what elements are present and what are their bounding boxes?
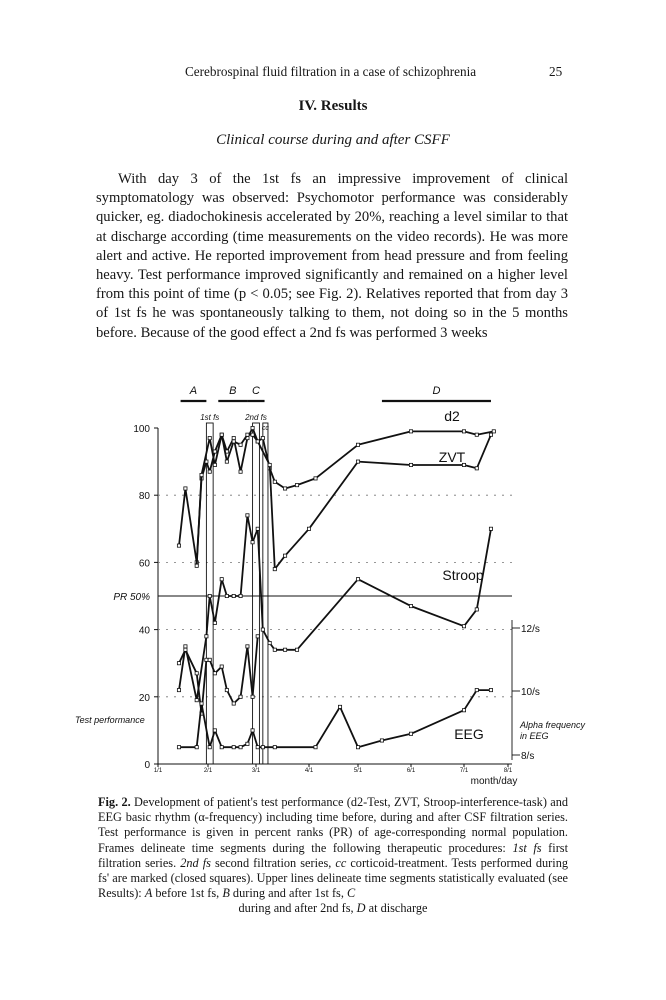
data-marker	[251, 541, 254, 544]
frame-label: 2nd fs	[245, 413, 267, 422]
right-axis-title: Alpha frequency	[520, 720, 586, 730]
data-marker	[213, 450, 216, 453]
y-tick-label: 0	[144, 760, 150, 771]
data-marker	[232, 594, 235, 597]
therapy-frame	[253, 423, 260, 764]
series-label-eeg: EEG	[454, 726, 484, 742]
data-marker	[380, 739, 383, 742]
data-marker	[462, 625, 465, 628]
data-marker	[184, 487, 187, 490]
series-label-d2: d2	[444, 408, 460, 424]
data-marker	[213, 729, 216, 732]
data-marker	[261, 628, 264, 631]
therapy-frame	[263, 423, 268, 764]
data-marker	[232, 746, 235, 749]
data-marker	[220, 665, 223, 668]
x-tick-label: 6/1	[406, 768, 416, 774]
data-marker	[220, 578, 223, 581]
data-marker	[273, 648, 276, 651]
data-marker	[225, 594, 228, 597]
data-marker	[256, 746, 259, 749]
data-marker	[239, 695, 242, 698]
data-marker	[356, 746, 359, 749]
x-tick-label: 3/1	[251, 768, 261, 774]
data-marker	[261, 436, 264, 439]
data-marker	[239, 470, 242, 473]
data-marker	[283, 648, 286, 651]
data-marker	[295, 484, 298, 487]
y-tick-label: 60	[138, 558, 150, 570]
data-marker	[239, 594, 242, 597]
data-marker	[213, 463, 216, 466]
running-head: Cerebrospinal fluid filtration in a case of schizophrenia	[185, 64, 477, 79]
x-tick-label: 5/1	[353, 768, 363, 774]
data-marker	[208, 594, 211, 597]
series-line	[179, 690, 491, 747]
right-tick-label: 10/s	[521, 687, 540, 698]
data-marker	[205, 635, 208, 638]
data-marker	[200, 702, 203, 705]
y-tick-label: 40	[138, 625, 150, 637]
data-marker	[409, 430, 412, 433]
data-marker	[489, 433, 492, 436]
data-marker	[307, 527, 310, 530]
right-axis-subtitle: in EEG	[520, 731, 549, 741]
data-marker	[208, 436, 211, 439]
y-tick-label: 100	[133, 424, 150, 435]
data-marker	[489, 688, 492, 691]
data-marker	[256, 440, 259, 443]
data-marker	[273, 568, 276, 571]
series-label-stroop: Stroop	[442, 567, 484, 583]
series-line	[179, 515, 491, 700]
data-marker	[246, 433, 249, 436]
data-marker	[295, 648, 298, 651]
data-marker	[195, 672, 198, 675]
segment-label: A	[189, 385, 198, 397]
x-tick-label: 1/1	[153, 768, 163, 774]
figure-2-chart	[0, 380, 666, 790]
data-marker	[246, 514, 249, 517]
data-marker	[208, 658, 211, 661]
figure-caption: Fig. 2. Development of patient's test performance (d2-Test, ZVT, Stroop-interference-task) and EEG basic rhythm (α-frequency) including time before, during and after CSF filtration series. Test performance is given in percent ranks (PR) of age-corresponding normal population. Frames delineate time segments during the following therapeutic procedures: 1st fs first filtration series. 2nd fs second filtration series, cc corticoid-treatment. Tests performed during fs' are marked (closed squares). Upper lines delineate time segments statistically evaluated (see Results): A before 1st fs, B during and after 1st fs, C during and after 2nd fs, D at discharge	[98, 795, 568, 916]
data-marker	[195, 699, 198, 702]
data-marker	[246, 645, 249, 648]
data-marker	[225, 460, 228, 463]
data-marker	[213, 672, 216, 675]
right-tick-label: 8/s	[521, 751, 535, 762]
data-marker	[314, 746, 317, 749]
data-marker	[239, 746, 242, 749]
data-marker	[314, 477, 317, 480]
data-marker	[475, 608, 478, 611]
data-marker	[225, 688, 228, 691]
data-marker	[409, 463, 412, 466]
y-axis-title: Test performance	[75, 714, 145, 725]
y-tick-label: 80	[138, 491, 150, 503]
caption-label: Fig. 2.	[98, 795, 131, 809]
frame-label: cc	[261, 425, 269, 432]
page-number: 25	[549, 64, 563, 79]
data-marker	[205, 658, 208, 661]
data-marker	[208, 470, 211, 473]
data-marker	[177, 688, 180, 691]
data-marker	[338, 705, 341, 708]
data-marker	[232, 436, 235, 439]
data-marker	[475, 433, 478, 436]
data-marker	[268, 641, 271, 644]
x-tick-label: 4/1	[304, 768, 314, 774]
data-marker	[208, 746, 211, 749]
therapy-frame	[206, 423, 213, 764]
data-marker	[261, 746, 264, 749]
subsection-heading: Clinical course during and after CSFF	[216, 132, 450, 148]
data-marker	[356, 443, 359, 446]
x-tick-label: 7/1	[459, 768, 469, 774]
data-marker	[184, 645, 187, 648]
x-axis-title: month/day	[470, 776, 518, 787]
data-marker	[251, 695, 254, 698]
data-marker	[184, 648, 187, 651]
pr50-label: PR 50%	[113, 592, 150, 603]
segment-label: B	[229, 385, 237, 397]
segment-label: C	[252, 385, 260, 397]
data-marker	[492, 430, 495, 433]
data-marker	[283, 554, 286, 557]
data-marker	[256, 635, 259, 638]
segment-label: D	[432, 385, 441, 397]
section-heading: IV. Results	[298, 98, 368, 114]
frame-label: 1st fs	[200, 413, 220, 422]
data-marker	[409, 604, 412, 607]
data-marker	[177, 662, 180, 665]
y-tick-label: 20	[138, 692, 150, 704]
data-marker	[251, 433, 254, 436]
series-label-zvt: ZVT	[438, 449, 466, 465]
data-marker	[251, 426, 254, 429]
data-marker	[200, 473, 203, 476]
data-marker	[462, 709, 465, 712]
data-marker	[475, 467, 478, 470]
data-marker	[195, 564, 198, 567]
data-marker	[409, 732, 412, 735]
right-tick-label: 12/s	[521, 624, 540, 635]
results-paragraph: With day 3 of the 1st fs an impressive improvement of clinical symptomatology was observed: Psychomotor performance was considerably quicker, eg. diadochokinesis accelerated by 20%, reaching a level similar to that at discharge according (time measurements on the video records). He was more alert and active. He reported improvement from head pressure and from feeling heavy. Test performance improved significantly and remained on a higher level from this point of time (p < 0.05; see Fig. 2). Relatives reported that from day 3 of 1st fs he was spontaneously talking to them, not doing so in the 5 months before. Because of the good effect a 2nd fs was performed 3 weeks	[96, 171, 568, 341]
data-marker	[273, 480, 276, 483]
data-marker	[356, 578, 359, 581]
data-marker	[489, 527, 492, 530]
data-marker	[232, 440, 235, 443]
data-marker	[356, 460, 359, 463]
data-marker	[256, 527, 259, 530]
x-tick-label: 8/1	[503, 768, 513, 774]
data-marker	[177, 544, 180, 547]
data-marker	[268, 463, 271, 466]
x-tick-label: 2/1	[203, 768, 213, 774]
data-marker	[232, 702, 235, 705]
data-marker	[213, 621, 216, 624]
data-marker	[251, 729, 254, 732]
data-marker	[239, 443, 242, 446]
data-marker	[273, 746, 276, 749]
data-marker	[220, 433, 223, 436]
data-marker	[220, 746, 223, 749]
data-marker	[195, 746, 198, 749]
data-marker	[177, 746, 180, 749]
data-marker	[475, 688, 478, 691]
data-marker	[283, 487, 286, 490]
data-marker	[246, 742, 249, 745]
data-marker	[462, 430, 465, 433]
